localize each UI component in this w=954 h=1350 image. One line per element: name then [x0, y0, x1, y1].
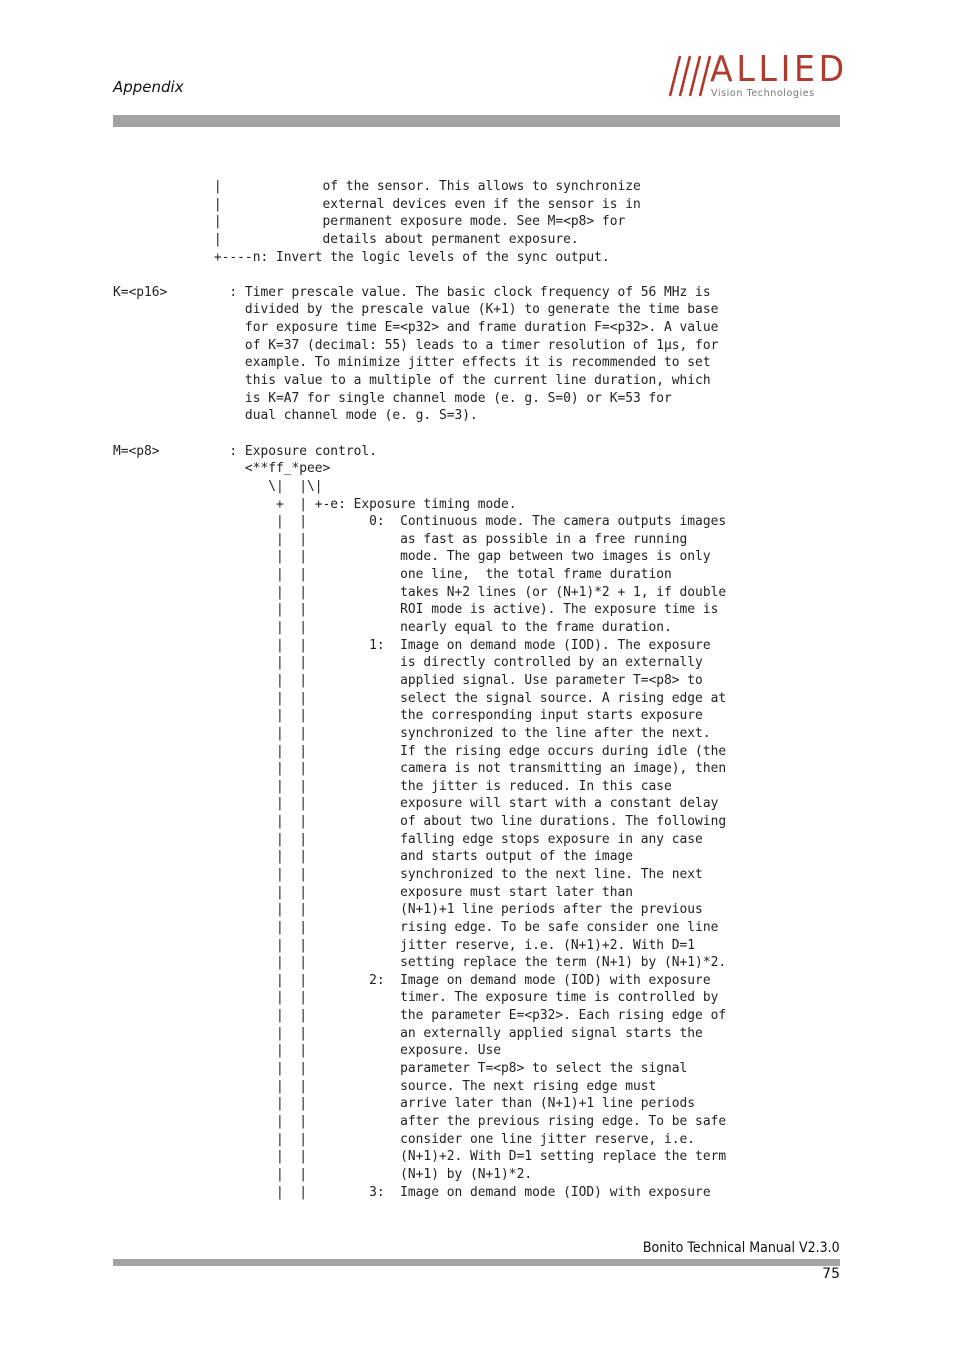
footer-document-title: Bonito Technical Manual V2.3.0: [643, 1240, 840, 1256]
body-line: M=<p8> : Exposure control.: [113, 443, 377, 459]
body-line: dual channel mode (e. g. S=3).: [113, 408, 478, 424]
body-line: | | jitter reserve, i.e. (N+1)+2. With D=1: [113, 937, 696, 953]
body-line: | | (N+1)+2. With D=1 setting replace the term: [113, 1149, 727, 1165]
body-line: | | 0: Continuous mode. The camera outputs images: [113, 514, 727, 530]
manual-body-text: [113, 178, 726, 1201]
body-line: | | exposure will start with a constant delay: [113, 796, 719, 812]
body-line: | | the parameter E=<p32>. Each rising edge of: [113, 1008, 727, 1024]
body-line: | | consider one line jitter reserve, i.e.: [113, 1131, 696, 1147]
body-line: | | mode. The gap between two images is only: [113, 549, 711, 565]
body-line: | | If the rising edge occurs during idle (the: [113, 743, 727, 759]
body-line: | | of about two line durations. The following: [113, 814, 727, 830]
body-line: this value to a multiple of the current line duration, which: [113, 373, 711, 389]
page-number: 75: [822, 1266, 840, 1282]
body-line: | | 1: Image on demand mode (IOD). The exposure: [113, 637, 711, 653]
footer-rule: [113, 1259, 840, 1266]
section-title: Appendix: [113, 78, 184, 96]
body-line: is K=A7 for single channel mode (e. g. S=0) or K=53 for: [113, 390, 672, 406]
body-line: | | 2: Image on demand mode (IOD) with exposure: [113, 972, 711, 988]
body-line: | | synchronized to the next line. The next: [113, 866, 703, 882]
body-line: | | setting replace the term (N+1) by (N+1)*2.: [113, 955, 727, 971]
body-line: | | (N+1) by (N+1)*2.: [113, 1166, 533, 1182]
body-line: + | +-e: Exposure timing mode.: [113, 496, 517, 512]
body-line: | | and starts output of the image: [113, 849, 633, 865]
body-line: | | one line, the total frame duration: [113, 567, 672, 583]
body-line: | | arrive later than (N+1)+1 line periods: [113, 1096, 696, 1112]
body-line: | | synchronized to the line after the next.: [113, 725, 711, 741]
body-line: | | rising edge. To be safe consider one line: [113, 919, 719, 935]
body-line: | | exposure must start later than: [113, 884, 633, 900]
logo-tagline: Vision Technologies: [711, 88, 815, 99]
body-line: | | (N+1)+1 line periods after the previous: [113, 902, 703, 918]
body-line: | details about permanent exposure.: [113, 231, 579, 247]
body-line: [113, 266, 726, 284]
body-line: divided by the prescale value (K+1) to generate the time base: [113, 302, 719, 318]
body-line: | | 3: Image on demand mode (IOD) with exposure: [113, 1184, 711, 1200]
logo-wordmark: ALLIED: [710, 49, 848, 90]
body-line: +----n: Invert the logic levels of the sync output.: [113, 249, 610, 265]
body-line: | | after the previous rising edge. To be safe: [113, 1113, 727, 1129]
body-line: | | applied signal. Use parameter T=<p8> to: [113, 672, 703, 688]
body-line: <**ff_*pee>: [113, 461, 331, 477]
body-line: | | the corresponding input starts exposure: [113, 708, 703, 724]
allied-logo: [668, 49, 848, 102]
body-line: for exposure time E=<p32> and frame duration F=<p32>. A value: [113, 320, 719, 336]
body-line: example. To minimize jitter effects it is recommended to set: [113, 355, 711, 371]
body-line: | | ROI mode is active). The exposure time is: [113, 602, 719, 618]
body-line: | | source. The next rising edge must: [113, 1078, 657, 1094]
body-line: | | select the signal source. A rising edge at: [113, 690, 727, 706]
body-line: | | the jitter is reduced. In this case: [113, 778, 672, 794]
body-line: | | as fast as possible in a free running: [113, 531, 688, 547]
body-line: | | exposure. Use: [113, 1043, 502, 1059]
body-line: \| |\|: [113, 478, 323, 494]
body-line: | permanent exposure mode. See M=<p8> for: [113, 214, 626, 230]
header-rule: [113, 115, 840, 127]
body-line: | | camera is not transmitting an image), then: [113, 761, 727, 777]
body-line: | | timer. The exposure time is controlled by: [113, 990, 719, 1006]
body-line: K=<p16> : Timer prescale value. The basic clock frequency of 56 MHz is: [113, 284, 711, 300]
body-line: | | is directly controlled by an externally: [113, 655, 703, 671]
body-line: | | parameter T=<p8> to select the signal: [113, 1061, 688, 1077]
body-line: | | nearly equal to the frame duration.: [113, 620, 672, 636]
body-line: of K=37 (decimal: 55) leads to a timer resolution of 1μs, for: [113, 337, 719, 353]
body-line: | | falling edge stops exposure in any case: [113, 831, 703, 847]
body-line: | | takes N+2 lines (or (N+1)*2 + 1, if double: [113, 584, 727, 600]
body-line: | external devices even if the sensor is in: [113, 196, 641, 212]
body-line: | | an externally applied signal starts the: [113, 1025, 703, 1041]
body-line: [113, 425, 726, 443]
logo-slashes-icon: [668, 54, 712, 98]
body-line: | of the sensor. This allows to synchronize: [113, 179, 641, 194]
